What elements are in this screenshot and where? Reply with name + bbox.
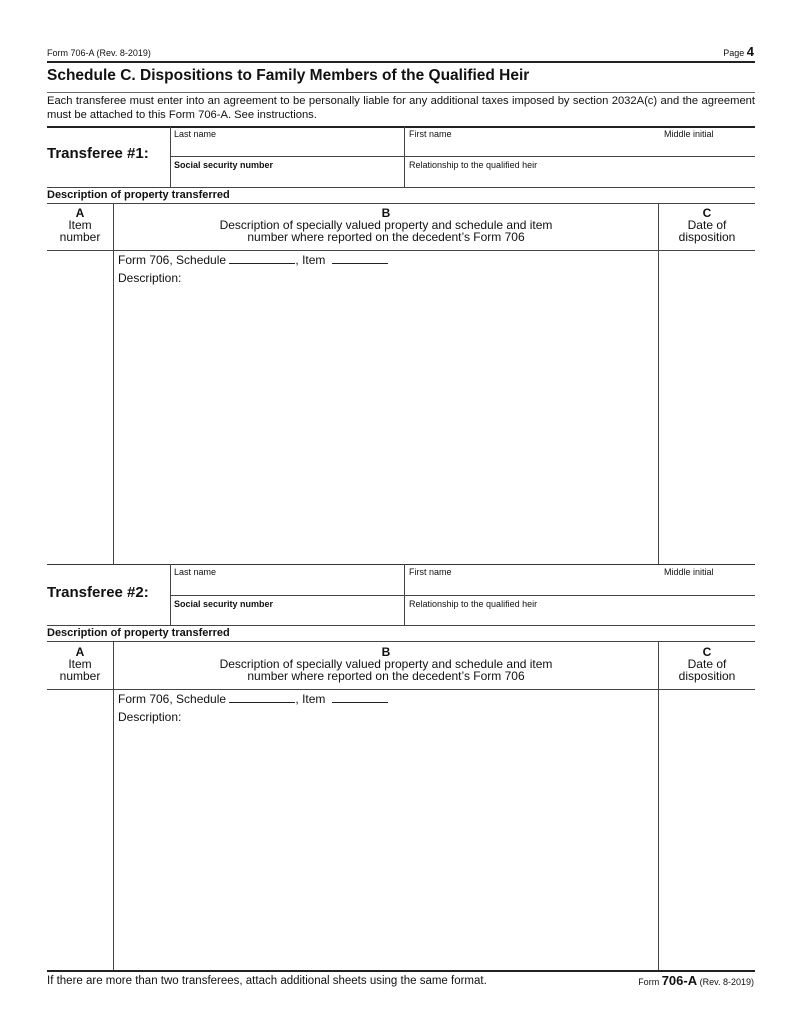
last-name-field[interactable] [170,565,404,595]
page-number: 4 [746,44,754,59]
field-label: Social security number [174,160,274,170]
divider [47,689,755,690]
intro-text: Each transferee must enter into an agreement to be personally liable for any additional taxes imposed by section 2032A(c) and the agreement must be attached to this Form 706-A. See instructions. [47,95,755,121]
item-input[interactable] [332,692,388,703]
divider [47,187,755,188]
field-label: Last name [174,567,217,577]
col-divider [658,203,659,565]
divider [47,250,755,251]
description-input[interactable] [114,286,658,564]
transferee-label: Transferee #1: [47,145,149,162]
item-input[interactable] [332,253,388,264]
ssn-field[interactable] [170,157,404,187]
field-label: Last name [174,129,217,139]
footer-note: If there are more than two transferees, attach additional sheets using the same format. [47,975,487,987]
divider [47,641,755,642]
schedule-line: Form 706, Schedule , Item [118,253,388,267]
section-label: Description of property transferred [47,189,230,201]
last-name-field[interactable] [170,128,404,156]
field-label: First name [409,567,452,577]
divider [47,61,755,63]
divider [47,625,755,626]
page-indicator [723,44,754,59]
col-c-header: C Date of disposition [678,206,736,244]
schedule-line: Form 706, Schedule , Item [118,692,388,706]
section-label: Description of property transferred [47,627,230,639]
field-label: Relationship to the qualified heir [409,599,538,609]
relationship-field[interactable] [405,596,755,625]
col-a-header: A Item number [59,206,101,244]
divider [47,970,755,972]
divider [47,92,755,93]
first-name-field[interactable] [405,565,655,595]
first-name-field[interactable] [405,128,655,156]
relationship-field[interactable] [405,157,755,187]
schedule-title: Schedule C. Dispositions to Family Members of the Qualified Heir [47,67,530,84]
col-a-header: A Item number [59,645,101,683]
field-label: Social security number [174,599,274,609]
col-c-header: C Date of disposition [678,645,736,683]
form-id: Form 706-A (Rev. 8-2019) [47,48,151,58]
col-divider [658,641,659,970]
field-label: First name [409,129,452,139]
description-label: Description: [118,271,182,285]
middle-initial-field[interactable] [655,128,755,156]
transferee-2-section [0,564,800,970]
schedule-input[interactable] [229,692,295,703]
field-label: Middle initial [664,567,714,577]
ssn-field[interactable] [170,596,404,625]
field-label: Middle initial [664,129,714,139]
field-label: Relationship to the qualified heir [409,160,538,170]
col-b-header: B Description of specially valued property and schedule and item number where reported on the decedent’s Form 706 [219,206,553,244]
col-b-header: B Description of specially valued property and schedule and item number where reported on the decedent’s Form 706 [219,645,553,683]
page-label: Page [723,48,745,58]
description-label: Description: [118,710,182,724]
transferee-label: Transferee #2: [47,584,149,601]
description-input[interactable] [114,726,658,968]
divider [47,203,755,204]
footer-form-id: Form 706-A (Rev. 8-2019) [638,973,754,988]
transferee-1-section [0,126,800,566]
middle-initial-field[interactable] [655,565,755,595]
schedule-input[interactable] [229,253,295,264]
